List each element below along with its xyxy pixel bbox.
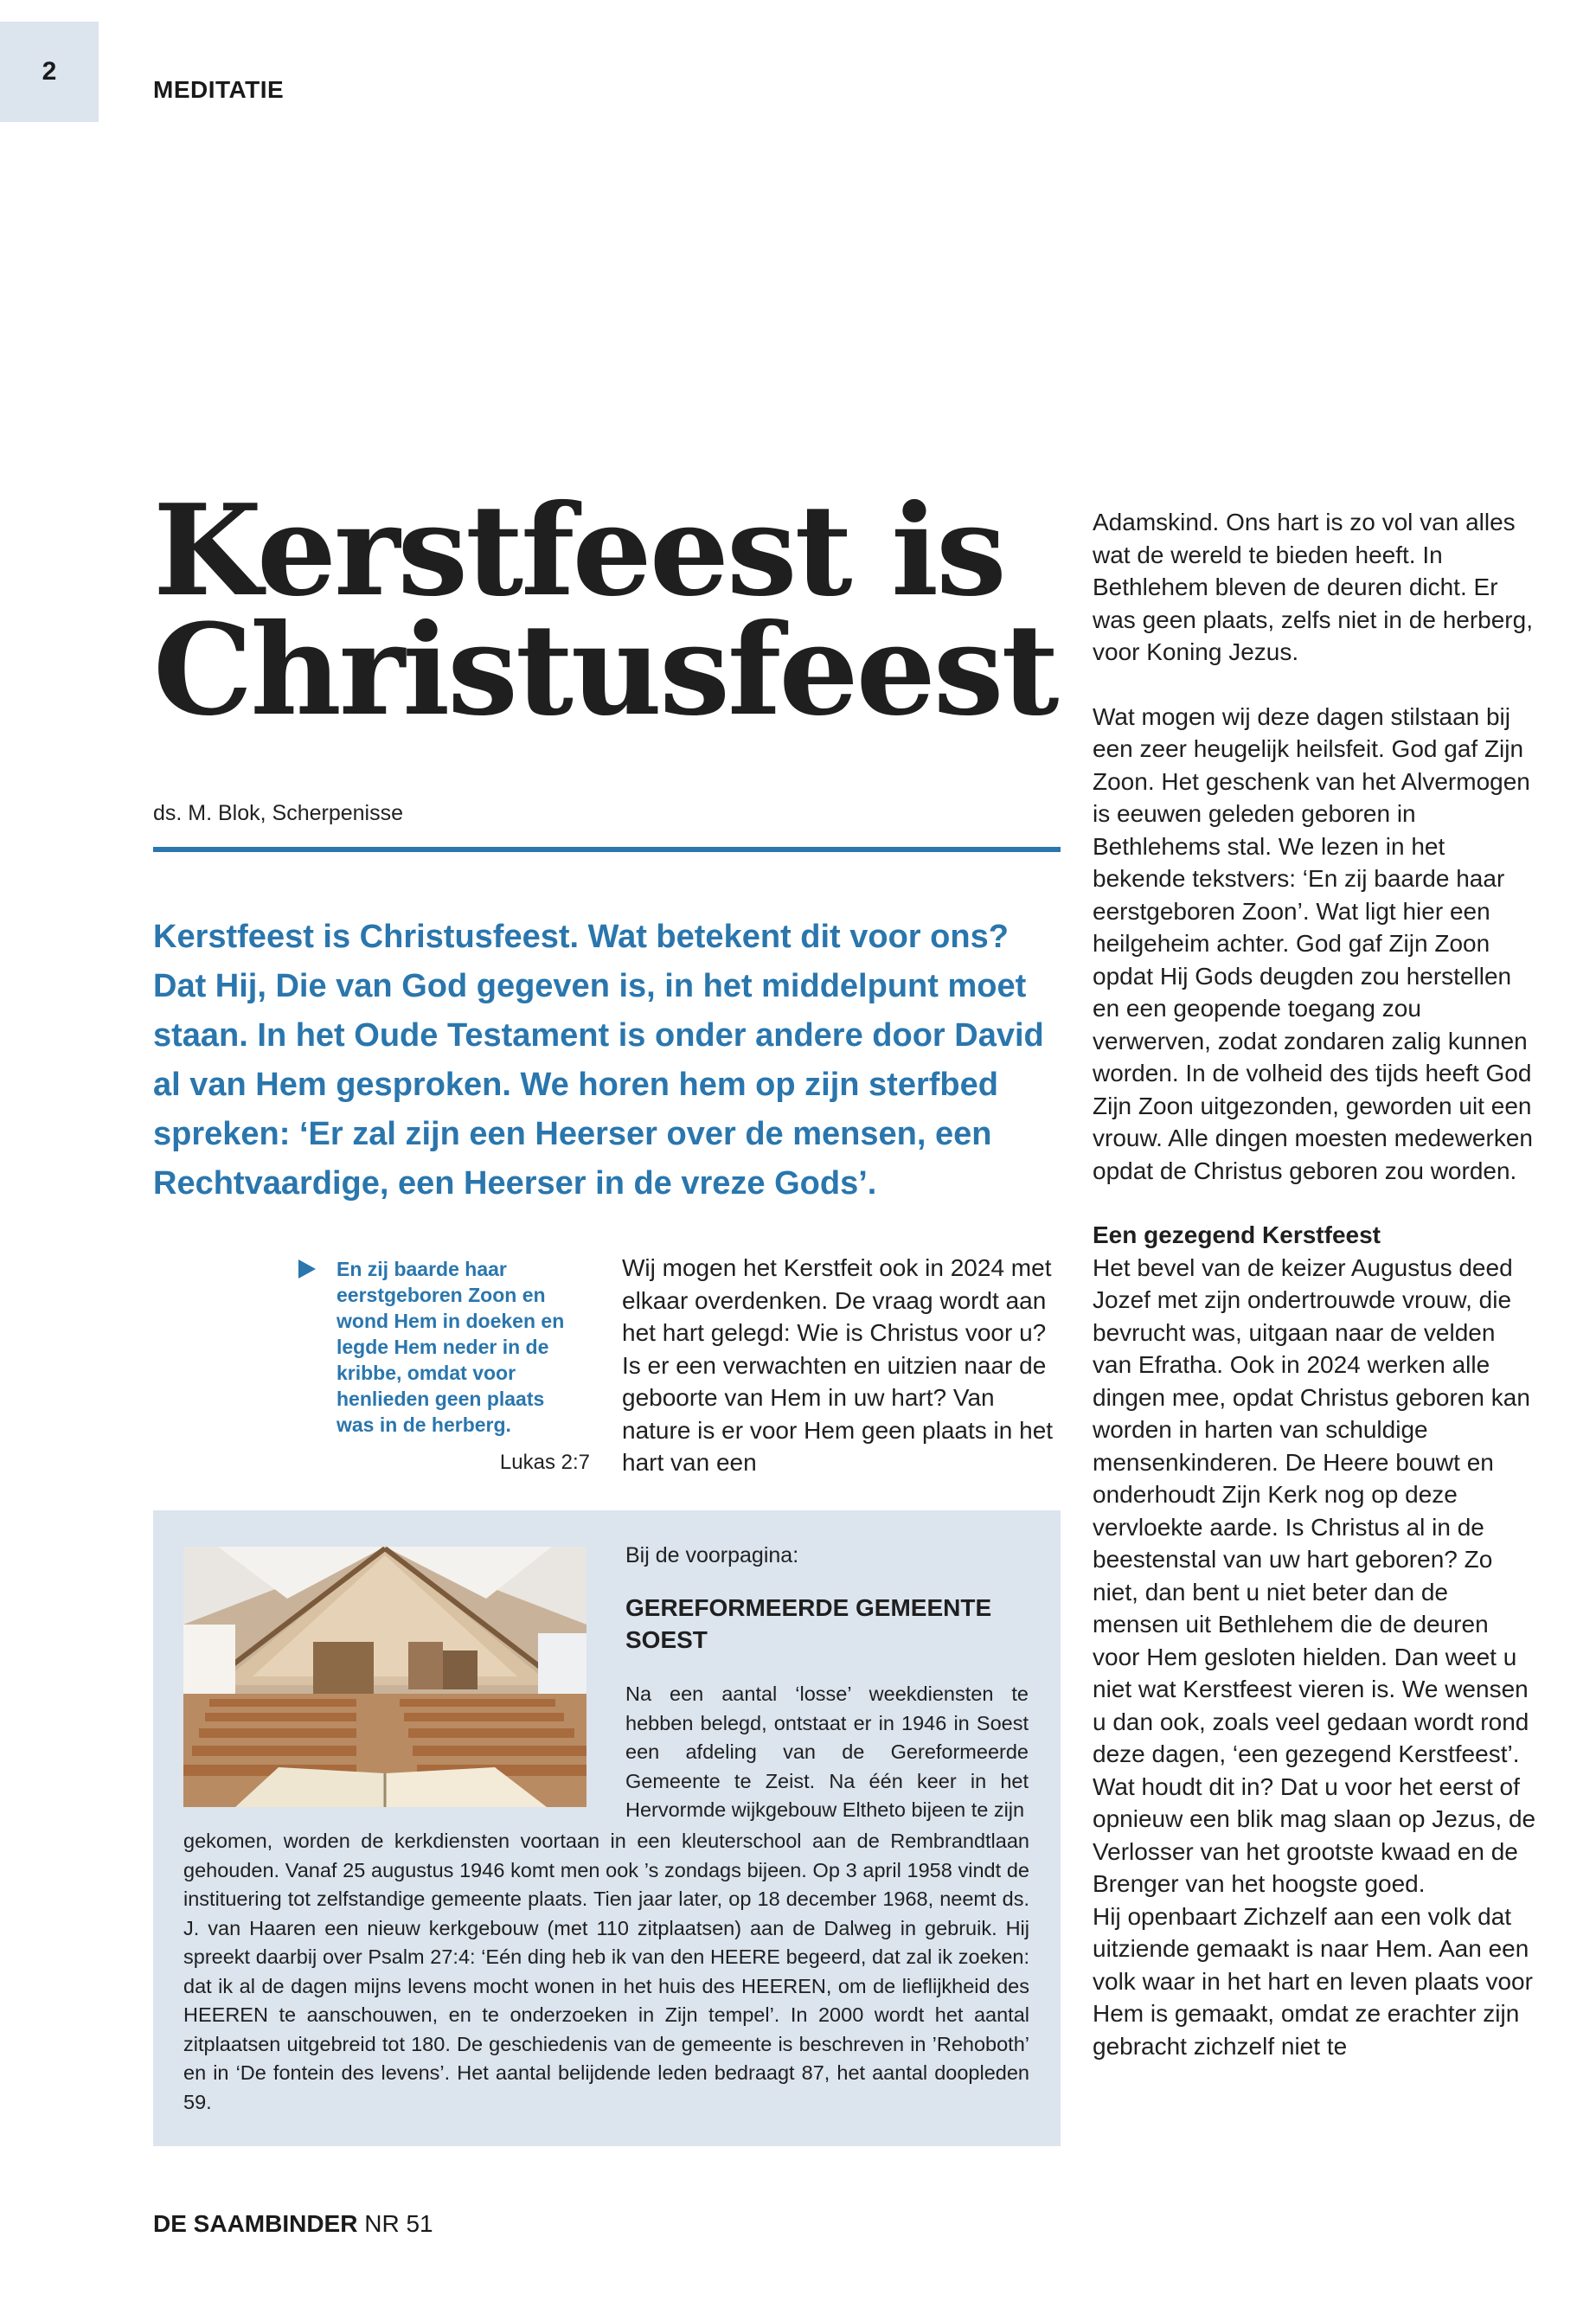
footer bbox=[153, 2210, 433, 2238]
sidebar-heading: GEREFORMEERDE GEMEENTE SOEST bbox=[625, 1594, 992, 1653]
divider bbox=[153, 847, 1061, 852]
bible-quote: En zij baarde haar eerstgeboren Zoon en wond Hem in doeken en legde Hem neder in de kribbe, omdat voor henlieden geen plaats was in de herberg. bbox=[337, 1258, 565, 1436]
issue-number: NR 51 bbox=[364, 2210, 433, 2237]
paragraph: Hij openbaart Zichzelf aan een volk dat uitziende gemaakt is naar Hem. Aan een volk waar in het hart en leven plaats voor Hem is gemaakt, omdat ze erachter zijn gebracht zichzelf niet te bbox=[1093, 1902, 1533, 2060]
paragraph: Het bevel van de keizer Augustus deed Jozef met zijn ondertrouwde vrouw, die bevrucht was, uitgaan naar de velden van Efratha. Ook in 2024 werken alle dingen mee, opdat Christus geboren kan worden in harten van schuldige mensenkinderen. De Heere bouwt en onderhoudt Zijn Kerk nog op deze vervloekte aarde. Is Christus al in de beestenstal van uw hart geboren? Zo niet, dan bent u niet beter dan de mensen uit Bethlehem die de deuren voor Hem gesloten hielden. Dan weet u niet wat Kerstfeest vieren is. We wensen u dan ook, zoals veel gedaan wordt rond deze dagen, ‘een gezegend Kerstfeest’. Wat houdt dit in? Dat u voor het eerst of opnieuw een blik mag slaan op Jezus, de Verlosser van het grootste kwaad en de Brenger van het hoogste goed. bbox=[1093, 1253, 1536, 1897]
paragraph: Wat mogen wij deze dagen stilstaan bij een zeer heugelijk heilsfeit. God gaf Zijn Zoon. Het geschenk van het Alvermogen is eeuwen geleden geboren in Bethlehems stal. We lezen in het bekende tekstvers: ‘En zij baarde haar eerstgeboren Zoon’. Wat ligt hier een heilgeheim achter. God gaf Zijn Zoon opdat Hij Gods deugden zou herstellen en een geopende toegang zou verwerven, zodat zondaren zalig kunnen worden. In de volheid des tijds heeft God Zijn Zoon uitgezonden, geworden uit een vrouw. Alle dingen moesten medewerken opdat de Christus geboren zou worden. bbox=[1093, 702, 1533, 1184]
quote-reference: Lukas 2:7 bbox=[499, 1451, 590, 1474]
column-2-text: Wij mogen het Kerstfeit ook in 2024 met elkaar overdenken. De vraag wordt aan het hart gelegd: Wie is Christus voor u? Is er een verwachten en uitzien naar de geboorte van Hem in uw hart? Van nature is er voor Hem geen plaats in het hart van een bbox=[622, 1254, 1054, 1476]
title-line-1: Kerstfeest is bbox=[153, 478, 1004, 625]
subheading: Een gezegend Kerstfeest bbox=[1093, 1221, 1381, 1248]
lead-paragraph: Kerstfeest is Christusfeest. Wat betekent dit voor ons? Dat Hij, Die van God gegeven is, in het middelpunt moet staan. In het Oude Testament is onder andere door David al van Hem gesproken. We horen hem op zijn sterfbed spreken: ‘Er zal zijn een Heerser over de mensen, een Rechtvaardige, een Heerser in de vreze Gods’. bbox=[153, 919, 1044, 1202]
page-number: 2 bbox=[42, 57, 57, 86]
sidebar-caption: Bij de voorpagina: bbox=[625, 1543, 799, 1567]
sidebar-text-top: Na een aantal ‘losse’ weekdiensten te hebben belegd, ontstaat er in 1946 in Soest een afdeling van de Gereformeerde Gemeente te Zeist. Na één keer in het Hervormde wijkgebouw Eltheto bijeen te zijn bbox=[625, 1682, 1029, 1821]
publication-name: DE SAAMBINDER bbox=[153, 2210, 358, 2237]
paragraph: Adamskind. Ons hart is zo vol van alles wat de wereld te bieden heeft. In Bethlehem bleven de deuren dicht. Er was geen plaats, zelfs niet in de herberg, voor Koning Jezus. bbox=[1093, 509, 1533, 665]
sidebar-text-bottom: gekomen, worden de kerkdiensten voortaan in een kleuterschool aan de Rembrandtlaan gehouden. Vanaf 25 augustus 1946 komt men ook ’s zondags bijeen. Op 3 april 1958 vindt de instituering tot zelfstandige gemeente plaats. Tien jaar later, op 18 december 1968, neemt ds. J. van Haaren een nieuw kerkgebouw (met 110 zitplaatsen) aan de Dalweg in gebruik. Hij spreekt daarbij over Psalm 27:4: ‘Eén ding heb ik van den HEERE begeerd, dat zal ik zoeken: dat ik al de dagen mijns levens mocht wonen in het huis des HEEREN, om de lieflijkheid des HEEREN te aanschouwen, en te onderzoeken in Zijn tempel’. In 2000 wordt het aantal zitplaatsen uitgebreid tot 180. De geschiedenis van de gemeente is beschreven in ’Rehoboth’ en in ‘De fontein des levens’. Het aantal belijdende leden bedraagt 87, het aantal doopleden 59. bbox=[183, 1830, 1029, 2113]
section-label: MEDITATIE bbox=[153, 76, 285, 103]
column-3 bbox=[1093, 506, 1538, 2062]
author-byline: ds. M. Blok, Scherpenisse bbox=[153, 801, 404, 825]
article-title bbox=[153, 478, 1070, 744]
triangle-bullet-icon bbox=[298, 1259, 316, 1279]
church-interior-photo bbox=[183, 1547, 586, 1807]
title-line-2: Christusfeest bbox=[153, 597, 1057, 744]
